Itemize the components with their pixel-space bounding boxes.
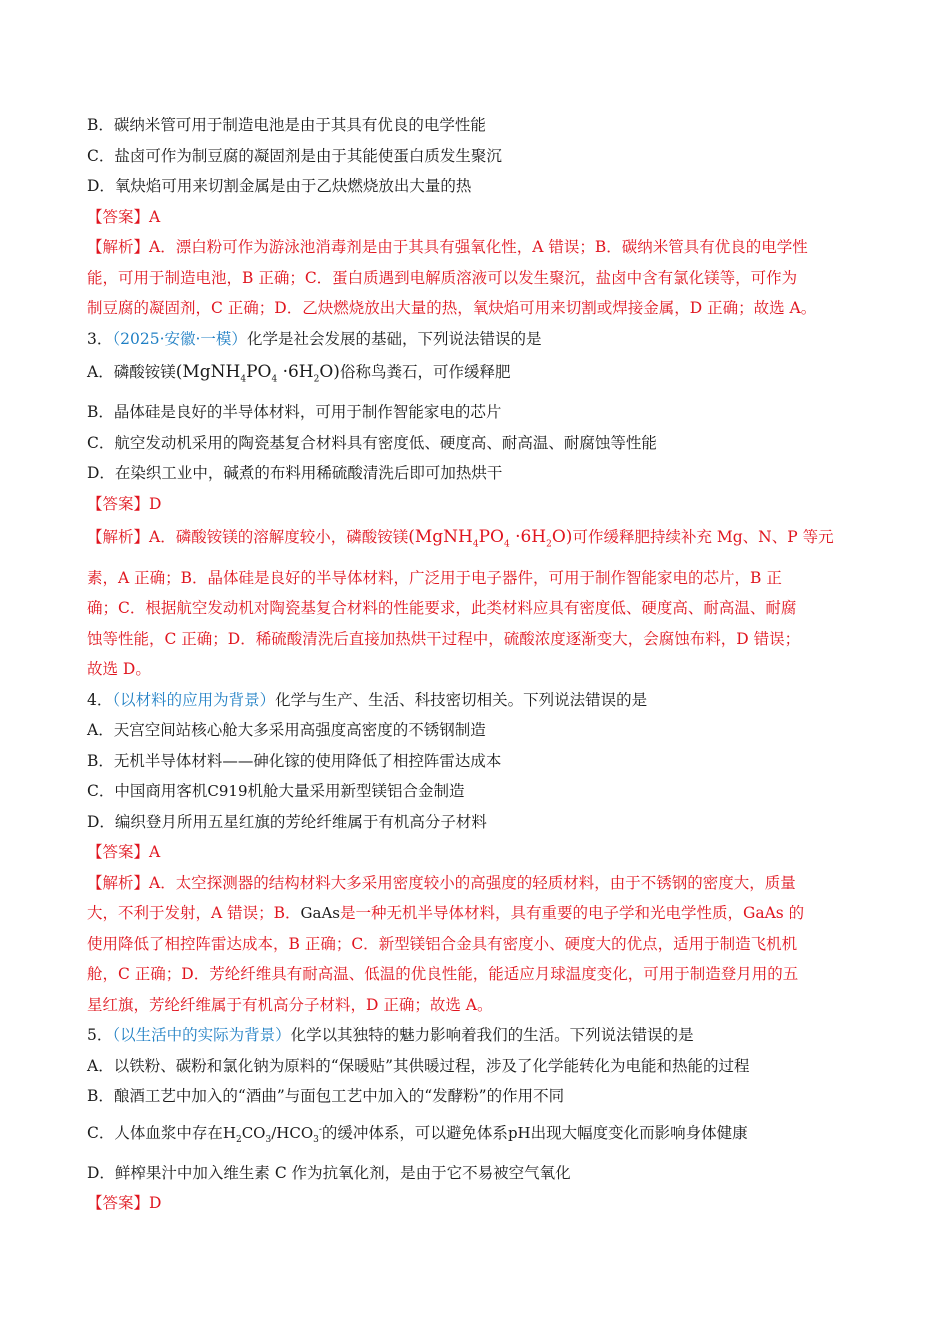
q5-option-a: A．以铁粉、碳粉和氯化钠为原料的“保暖贴”其供暖过程，涉及了化学能转化为电能和热能的过程	[87, 1056, 750, 1075]
q2-analysis-line: 制豆腐的凝固剂，C 正确；D．乙炔燃烧放出大量的热，氧炔焰可用来切割或焊接金属，D 正确；故选 A。	[87, 299, 817, 317]
q4-analysis-line: 【解析】A．太空探测器的结构材料大多采用密度较小的高强度的轻质材料，由于不锈钢的密度大，质量	[87, 873, 796, 892]
q3-analysis-line	[87, 519, 865, 562]
q2-option-c: C．盐卤可作为制豆腐的凝固剂是由于其能使蛋白质发生聚沉	[87, 146, 502, 165]
q3-number: 3．	[87, 329, 113, 348]
q4-stem-text: 化学与生产、生活、科技密切相关。下列说法错误的是	[275, 690, 648, 709]
q5-option-c-text-mid: 的缓冲体系，可以避免体系	[321, 1123, 508, 1142]
q2-analysis-line: 【解析】A．漂白粉可作为游泳池消毒剂是由于其具有强氧化性，A 错误；B．碳纳米管具有优良的电学性	[87, 238, 808, 256]
q5-option-c	[87, 1112, 865, 1158]
q4-stem	[87, 685, 865, 716]
q5-stem-text: 化学以其独特的魅力影响着我们的生活。下列说法错误的是	[290, 1026, 694, 1045]
q2-answer: 【答案】A	[87, 207, 161, 226]
q3-analysis-line: 故选 D。	[87, 660, 151, 679]
ph-label: pH	[507, 1123, 531, 1142]
q3-option-b: B．晶体硅是良好的半导体材料，可用于制作智能家电的芯片	[87, 403, 502, 422]
q2-option-d: D．氧炔焰可用来切割金属是由于乙炔燃烧放出大量的热	[87, 177, 472, 195]
q3-analysis-line: 素，A 正确；B．晶体硅是良好的半导体材料，广泛用于电子器件，可用于制作智能家电的芯片，B 正	[87, 568, 782, 587]
q4-option-a: A．天宫空间站核心舱大多采用高强度高密度的不锈钢制造	[87, 721, 486, 740]
q3-source-tag: （2025·安徽·一模）	[112, 329, 247, 348]
q3-analysis	[87, 519, 865, 684]
q5-stem	[87, 1020, 865, 1051]
q5-number: 5．	[87, 1026, 113, 1045]
struvite-formula: $(MgNH_4PO_4 \cdot 6H_2O)$	[408, 527, 573, 550]
q4-source-tag: （以材料的应用为背景）	[112, 690, 276, 709]
q3-analysis-line: 确；C．根据航空发动机对陶瓷基复合材料的性能要求，此类材料应具有密度低、硬度高、耐高温、耐腐	[87, 599, 797, 618]
q3-analysis-text-end: 可作缓释肥持续补充 Mg、N、P 等元	[572, 528, 834, 547]
q3-option-a	[87, 354, 865, 397]
q4-analysis-line: 星红旗，芳纶纤维属于有机高分子材料，D 正确；故选 A。	[87, 995, 493, 1014]
q3-analysis-line: 蚀等性能，C 正确；D．稀硫酸清洗后直接加热烘干过程中，硫酸浓度逐渐变大，会腐蚀布料，D 错误；	[87, 629, 801, 648]
q5-option-c-text: C．人体血浆中存在	[87, 1123, 223, 1142]
q3-option-a-text-end: 俗称鸟粪石，可作缓释肥	[339, 363, 511, 381]
q4-number: 4．	[87, 690, 113, 709]
q5-option-d: D．鲜榨果汁中加入维生素 C 作为抗氧化剂，是由于它不易被空气氧化	[87, 1163, 571, 1182]
gaas-formula: GaAs	[300, 904, 340, 923]
q5-source-tag: （以生活中的实际为背景）	[112, 1026, 291, 1045]
q4-option-c-text: C．中国商用客机	[87, 782, 208, 801]
q4-answer: 【答案】A	[87, 843, 161, 862]
q4-option-c	[87, 776, 865, 807]
q4-analysis-line	[87, 898, 865, 929]
q3-stem-text: 化学是社会发展的基础，下列说法错误的是	[246, 329, 542, 348]
q4-analysis-text-end: 是一种无机半导体材料，具有重要的电子学和光电学性质，GaAs 的	[339, 904, 805, 923]
q4-option-b: B．无机半导体材料——砷化镓的使用降低了相控阵雷达成本	[87, 751, 502, 770]
q3-option-a-text: A．磷酸铵镁	[87, 363, 176, 381]
q5-answer: 【答案】D	[87, 1194, 162, 1213]
q2-analysis	[87, 232, 865, 324]
q2-analysis-line: 能，可用于制造电池，B 正确；C．蛋白质遇到电解质溶液可以发生聚沉，盐卤中含有氯化镁等，可作为	[87, 268, 798, 287]
q4-analysis-line: 舱，C 正确；D．芳纶纤维具有耐高温、低温的优良性能，能适应月球温度变化，可用于制造登月用的五	[87, 965, 799, 984]
c919-label: C919	[207, 782, 248, 801]
q4-analysis-line: 使用降低了相控阵雷达成本，B 正确；C．新型镁铝合金具有密度小、硬度大的优点，适用于制造飞机机	[87, 934, 798, 953]
q5-option-c-text-end: 出现大幅度变化而影响身体健康	[530, 1123, 748, 1142]
struvite-formula: $(MgNH_4PO_4 \cdot 6H_2O)$	[175, 362, 340, 385]
q5-option-b: B．酿酒工艺中加入的“酒曲”与面包工艺中加入的“发酵粉”的作用不同	[87, 1087, 565, 1106]
q2-option-b: B．碳纳米管可用于制造电池是由于其具有优良的电学性能	[87, 116, 486, 134]
q4-analysis-text: 大，不利于发射，A 错误；B．	[87, 904, 301, 923]
q4-analysis	[87, 868, 865, 1021]
q3-analysis-text: 【解析】A．磷酸铵镁的溶解度较小，磷酸铵镁	[87, 528, 409, 547]
q3-option-c: C．航空发动机采用的陶瓷基复合材料具有密度低、硬度高、耐高温、耐腐蚀等性能	[87, 433, 657, 452]
buffer-formula: $H_2CO_3/HCO_3^-$	[222, 1123, 322, 1145]
q3-stem	[87, 324, 865, 355]
q4-option-c-text-end: 机舱大量采用新型镁铝合金制造	[247, 782, 465, 801]
document-page	[87, 110, 865, 1219]
q4-option-d: D．编织登月所用五星红旗的芳纶纤维属于有机高分子材料	[87, 812, 487, 831]
q3-answer: 【答案】D	[87, 494, 162, 513]
q3-option-d: D．在染织工业中，碱煮的布料用稀硫酸清洗后即可加热烘干	[87, 464, 503, 483]
